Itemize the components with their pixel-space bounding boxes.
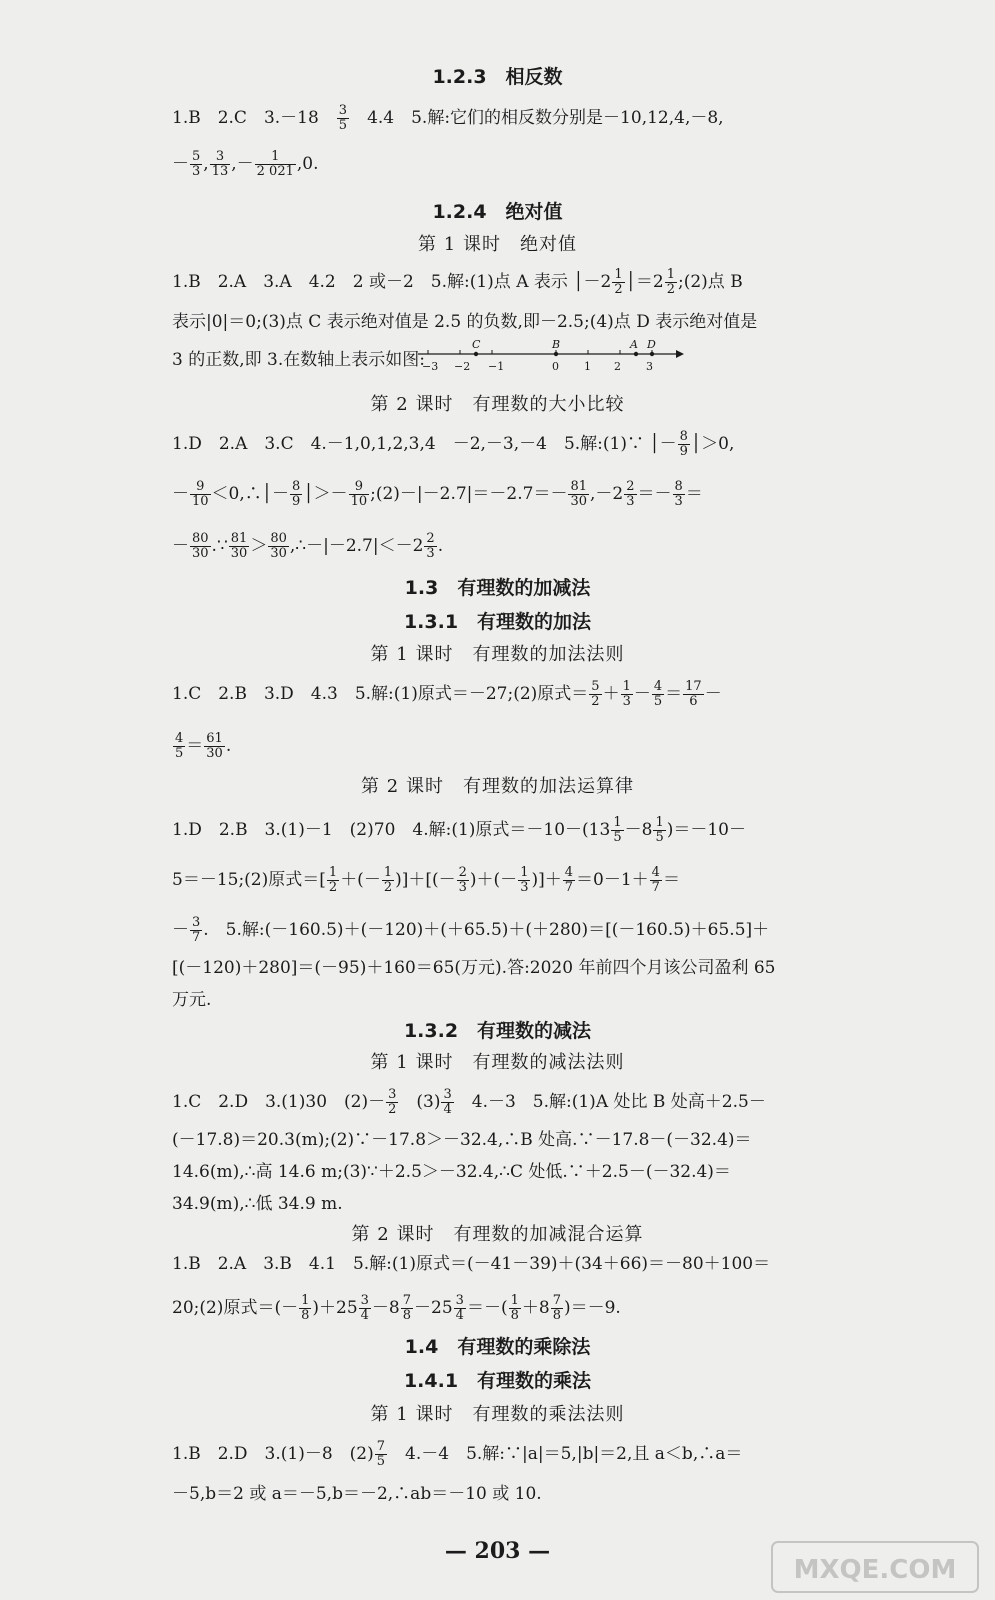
answer-line xyxy=(172,104,972,133)
answer-line: $\frac{4}{5}$ ＝ $\frac{61}{30}$ . xyxy=(175,731,232,761)
watermark-logo xyxy=(770,1540,980,1594)
tick-label: −2 xyxy=(454,360,471,373)
point-b xyxy=(554,352,558,356)
tick-label: 3 xyxy=(646,360,653,373)
tick-label: 2 xyxy=(614,360,621,373)
answer-text: 1.D 2.B 3.(1)－1 (2)70 4.解:(1)原式＝－10－(13 xyxy=(172,820,611,840)
fraction: $\frac{3}{5}$ xyxy=(338,103,348,133)
answer-text: 4.－4 5.解:∵|a|＝5,|b|＝2,且 a＜b,∴a＝ xyxy=(388,1444,743,1464)
answer-line: 表示|0|＝0;(3)点 C 表示绝对值是 2.5 的负数,即－2.5;(4)点 D 表示绝对值是 xyxy=(172,312,758,332)
answer-text: ;(2)点 B xyxy=(677,272,743,292)
answer-text: 1.B 2.D 3.(1)－8 (2) xyxy=(172,1444,374,1464)
answer-line: － $\frac{5}{3}$ , $\frac{3}{13}$ ,－ $\frac{1}{2 021}$ ,0. xyxy=(172,149,319,179)
answer-line: 1.D 2.A 3.C 4.－1,0,1,2,3,4 －2,－3,－4 5.解:(1)∵ │－ $\frac{8}{9}$ │＞0, xyxy=(172,429,735,459)
section-title-1-3-2: 1.3.2 有理数的减法 xyxy=(403,1020,592,1042)
lesson-title: 第 1 课时 绝对值 xyxy=(418,234,577,255)
section-title-1-2-3: 1.2.3 相反数 xyxy=(432,66,563,88)
answer-line: 20;(2)原式＝(－ $\frac{1}{8}$ )＋25 $\frac{3}{4}$ －8 $\frac{7}{8}$ －25 $\frac{3}{4}$ ＝－( $\frac{1}{8}$ ＋8 $\frac{7}{8}$ )＝－9. xyxy=(172,1293,621,1323)
answer-text: 20;(2)原式＝ xyxy=(172,1298,275,1318)
point-label-d: D xyxy=(647,338,656,351)
tick-label: 0 xyxy=(552,360,559,373)
answer-text: 1.C 2.B 3.D 4.3 5.解:(1)原式＝－27;(2)原式＝ xyxy=(172,684,589,704)
section-title-1-3-1: 1.3.1 有理数的加法 xyxy=(403,611,592,633)
lesson-title: 第 1 课时 有理数的加法法则 xyxy=(370,644,625,665)
answer-line: 万元. xyxy=(172,990,212,1010)
answer-text: 4.－3 5.解:(1)A 处比 B 处高＋2.5－ xyxy=(471,1092,766,1112)
answer-line: 14.6(m),∴高 14.6 m;(3)∵＋2.5＞－32.4,∴C 处低.∵＋2.5－(－32.4)＝ xyxy=(172,1162,731,1182)
answer-text: ＜0,∴ xyxy=(211,484,262,504)
answer-line: 1.B 2.A 3.B 4.1 5.解:(1)原式＝(－41－39)＋(34＋66)＝－80＋100＝ xyxy=(172,1254,771,1274)
answer-line: 1.B 2.D 3.(1)－8 (2) $\frac{7}{5}$ 4.－4 5.解:∵|a|＝5,|b|＝2,且 a＜b,∴a＝ xyxy=(172,1439,743,1469)
answer-line: 5＝－15;(2)原式＝[ $\frac{1}{2}$ ＋(－ $\frac{1}{2}$ )]＋[(－ $\frac{2}{3}$ )＋(－ $\frac{1}{3}$ )]＋ $\frac{4}{7}$ ＝0－1＋ $\frac{4}{7}$ ＝ xyxy=(172,865,680,895)
answer-line: 3 的正数,即 3.在数轴上表示如图: xyxy=(172,350,425,370)
point-d xyxy=(650,352,654,356)
point-label-a: A xyxy=(630,338,638,351)
answer-line: －5,b＝2 或 a＝－5,b＝－2,∴ab＝－10 或 10. xyxy=(172,1484,542,1504)
answer-text: ;(2)－|－2.7|＝－2.7＝ xyxy=(370,484,551,504)
tick-label: −1 xyxy=(488,360,505,373)
lesson-title: 第 2 课时 有理数的加减混合运算 xyxy=(351,1224,644,1245)
point-c xyxy=(474,352,478,356)
answer-text: 1.B 2.C 3.－18 xyxy=(172,108,336,128)
answer-text: .∵ xyxy=(211,536,228,556)
answer-text: 4.4 5.解:它们的相反数分别是－10,12,4,－8, xyxy=(350,108,724,128)
answer-text: ,0. xyxy=(296,154,319,174)
answer-line: [(－120)＋280]＝(－95)＋160＝65(万元).答:2020 年前四个月该公司盈利 65 xyxy=(172,958,776,978)
section-title-1-3: 1.3 有理数的加减法 xyxy=(404,577,591,599)
answer-line: － $\frac{80}{30}$ .∵ $\frac{81}{30}$ ＞ $\frac{80}{30}$ ,∴－|－2.7|＜－2 $\frac{2}{3}$ . xyxy=(172,531,444,561)
answer-text: 1.B 2.A 3.A 4.2 2 或－2 5.解:(1)点 A 表示 xyxy=(172,272,568,292)
lesson-title: 第 2 课时 有理数的加法运算律 xyxy=(361,776,634,797)
lesson-title: 第 1 课时 有理数的减法法则 xyxy=(370,1052,625,1073)
lesson-title: 第 1 课时 有理数的乘法法则 xyxy=(370,1404,625,1425)
answer-line: 1.C 2.D 3.(1)30 (2)－ $\frac{3}{2}$ (3) $\frac{3}{4}$ 4.－3 5.解:(1)A 处比 B 处高＋2.5－ xyxy=(172,1087,766,1117)
answer-line: 34.9(m),∴低 34.9 m. xyxy=(172,1194,343,1214)
answer-text: 5＝－15;(2)原式＝ xyxy=(172,870,320,890)
tick-label: 1 xyxy=(584,360,591,373)
answer-text: ＞0, xyxy=(701,434,735,454)
answer-line: － $\frac{9}{10}$ ＜0,∴│－ $\frac{8}{9}$ │＞－ $\frac{9}{10}$ ;(2)－|－2.7|＝－2.7＝－ $\frac{81}{30}$ ,－2 $\frac{2}{3}$ ＝－ $\frac{8}{3}$ ＝ xyxy=(172,479,703,509)
answer-line: 1.B 2.A 3.A 4.2 2 或－2 5.解:(1)点 A 表示 │－2 $\frac{1}{2}$ │＝2 $\frac{1}{2}$ ;(2)点 B xyxy=(172,267,743,297)
answer-text: . 5.解:(－160.5)＋(－120)＋(＋65.5)＋(＋280)＝[(－160.5)＋65.5]＋ xyxy=(203,920,770,940)
answer-text: 1.D 2.A 3.C 4.－1,0,1,2,3,4 －2,－3,－4 5.解:(1)∵ xyxy=(172,434,644,454)
point-a xyxy=(634,352,638,356)
point-label-b: B xyxy=(552,338,561,351)
answer-line: 1.D 2.B 3.(1)－1 (2)70 4.解:(1)原式＝－10－(13 $\frac{1}{5}$ －8 $\frac{1}{5}$ )＝－10－ xyxy=(172,815,746,845)
page-number: — 203 — xyxy=(444,1538,551,1564)
point-label-c: C xyxy=(472,338,481,351)
answer-line: 1.C 2.B 3.D 4.3 5.解:(1)原式＝－27;(2)原式＝ $\frac{5}{2}$ ＋ $\frac{1}{3}$ － $\frac{4}{5}$ ＝ $\frac{17}{6}$ － xyxy=(172,679,722,709)
answer-line: (－17.8)＝20.3(m);(2)∵－17.8＞－32.4,∴B 处高.∵－17.8－(－32.4)＝ xyxy=(172,1130,752,1150)
lesson-title: 第 2 课时 有理数的大小比较 xyxy=(370,394,625,415)
section-title-1-4: 1.4 有理数的乘除法 xyxy=(404,1336,591,1358)
answer-text: ,∴－|－2.7|＜－2 xyxy=(289,536,424,556)
answer-text: 1.C 2.D 3.(1)30 (2)－ xyxy=(172,1092,386,1112)
number-line-diagram xyxy=(418,336,688,376)
answer-line: － $\frac{3}{7}$ . 5.解:(－160.5)＋(－120)＋(＋65.5)＋(＋280)＝[(－160.5)＋65.5]＋ xyxy=(172,915,770,945)
section-title-1-2-4: 1.2.4 绝对值 xyxy=(432,201,563,223)
section-title-1-4-1: 1.4.1 有理数的乘法 xyxy=(403,1370,592,1392)
watermark-text: MXQE.COM xyxy=(793,1555,957,1585)
tick-label: −3 xyxy=(422,360,439,373)
